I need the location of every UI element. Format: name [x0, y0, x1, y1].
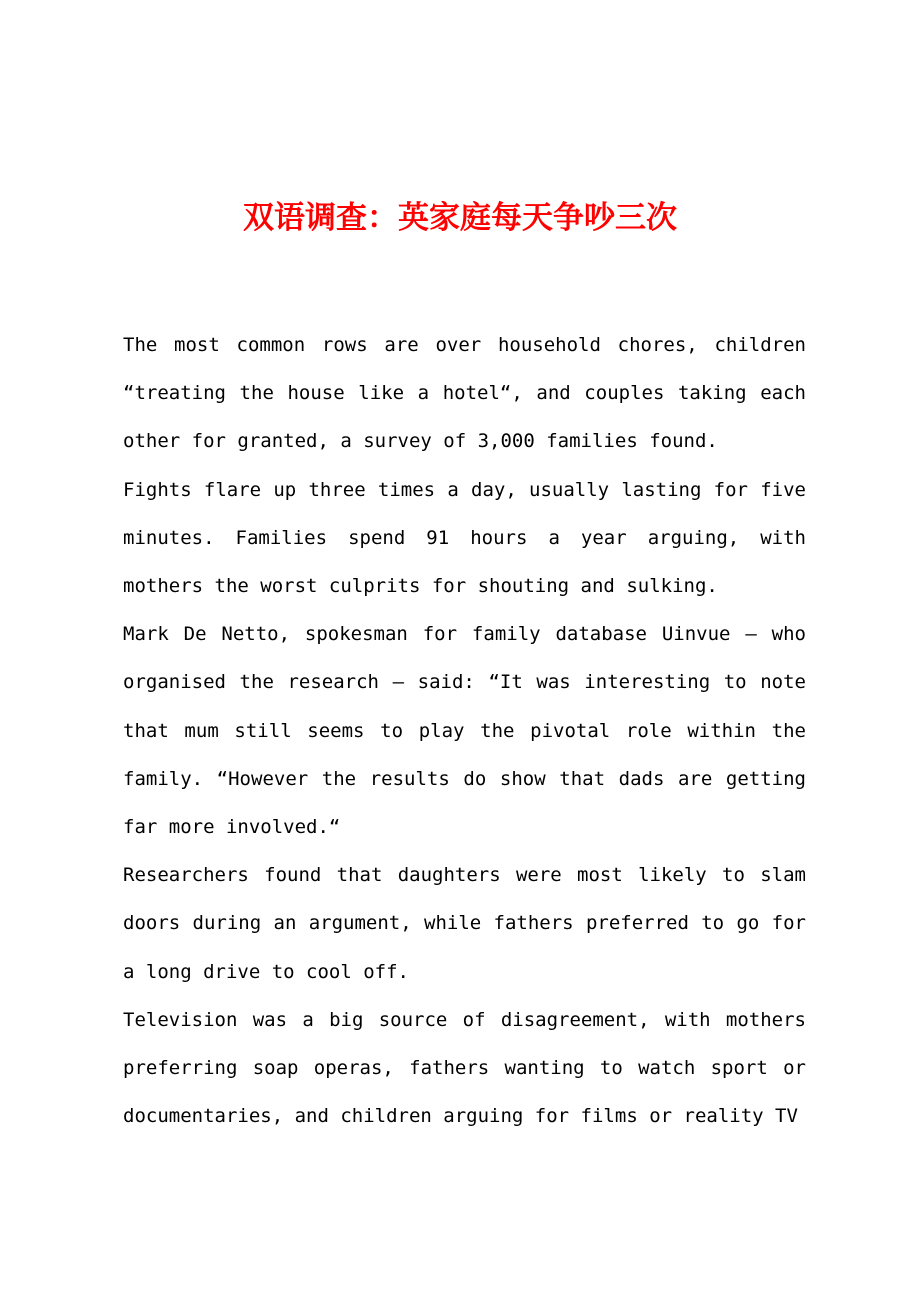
document-title: 双语调查：英家庭每天争吵三次 — [243, 200, 677, 236]
paragraph-researchers: Researchers found that daughters were most likely to slam doors during an argument, while fathers preferred to go for a long drive to cool off. — [123, 864, 806, 983]
page-bottom-margin — [0, 1180, 920, 1302]
paragraph-spokesman-quote: Mark De Netto, spokesman for family database Uinvue – who organised the research – said: “It was interesting to note that mum still seems to play the pivotal role within the family. “However the results do show that dads are getting far more involved.“ — [123, 623, 806, 839]
paragraph-fights: Fights flare up three times a day, usually lasting for five minutes. Families spend 91 hours a year arguing, with mothers the worst culprits for shouting and sulking. — [123, 478, 806, 598]
article-body — [123, 321, 806, 1140]
paragraph-television: Television was a big source of disagreement, with mothers preferring soap operas, fathers wanting to watch sport or documentaries, and children arguing for films or reality TV — [123, 1008, 806, 1128]
paragraph-chores: The most common rows are over household chores, children “treating the house like a hotel“, and couples taking each other for granted, a survey of 3,000 families found. — [123, 334, 806, 453]
